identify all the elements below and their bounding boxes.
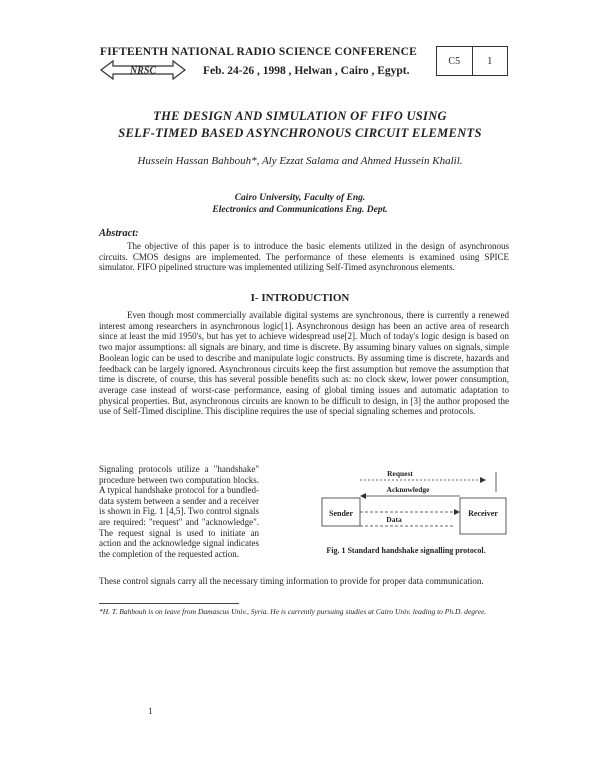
- data-label: Data: [386, 515, 402, 524]
- acknowledge-label: Acknowledge: [386, 485, 430, 494]
- page-marker: 1: [148, 706, 153, 716]
- logo-graphic: [99, 58, 187, 82]
- conference-title: FIFTEENTH NATIONAL RADIO SCIENCE CONFERENCE: [100, 46, 418, 58]
- abstract-text: The objective of this paper is to introduce the basic elements utilized in the design of asynchronous circuits. CMOS designs are implemented. The performance of these elements is examined using SPICE simulator. FIFO pipelined structure was implemented utilizing Self-Timed asynchronous elements.: [99, 241, 509, 273]
- request-arrow-icon: [480, 477, 486, 483]
- title-line-2: SELF-TIMED BASED ASYNCHRONOUS CIRCUIT ELEMENTS: [118, 126, 482, 140]
- affiliation-line-2: Electronics and Communications Eng. Dept.: [212, 205, 388, 215]
- authors: Hussein Hassan Bahbouh*, Aly Ezzat Salama and Ahmed Hussein Khalil.: [137, 155, 463, 167]
- page-number: 1: [472, 47, 508, 75]
- paper-code-box: [436, 46, 508, 76]
- affiliation: [60, 192, 540, 216]
- acknowledge-arrow-icon: [360, 493, 366, 499]
- sender-label: Sender: [329, 509, 353, 518]
- affiliation-line-1: Cairo University, Faculty of Eng.: [234, 193, 366, 203]
- paper-code: C5: [448, 55, 461, 67]
- intro-paragraph-1: Even though most commercially available digital systems are synchronous, there is currently a renewed interest among researchers in asynchronous logic[1]. Asynchronous design has been an active area of research since at least the mid 1950's, but has yet to achieve widespread use[2]. Much of today's logic design is based on two major assumptions: all signals are binary, and time is discrete. By assuming binary values on signals, simple Boolean logic can be used to describe and manipulate logic constructs. By assuming time is discrete, hazards and feedback can be largely ignored. Asynchronous circuits keep the first assumption but remove the assumption that time is discrete, of course, this has several possible benefits such as: no clock skew, lower power consumption, average case instead of worst-case performance, easing of global timing issues and automatic adaptation to physical properties. But, asynchronous circuits are known to be difficult to design, in [3] the author proposed the use of Self-Timed discipline. This discipline requires the use of special signaling schemes and protocols.: [99, 310, 509, 417]
- conference-date: Feb. 24-26 , 1998 , Helwan , Cairo , Egypt.: [203, 65, 410, 77]
- logo-text: NRSC: [129, 65, 157, 77]
- intro-paragraph-2: Signaling protocols utilize a "handshake" procedure between two computation blocks. A typical handshake protocol for a bundled-data system between a sender and a receiver is shown in Fig. 1 [4,5]. Two control signals are required: "request" and "acknowledge". The request signal is used to initiate an action and the acknowledge signal indicates the completion of the requested action.: [99, 464, 259, 559]
- receiver-label: Receiver: [468, 509, 498, 518]
- data-arrow-icon: [454, 509, 460, 515]
- footnote-divider: [99, 603, 239, 604]
- section-heading: I- INTRODUCTION: [250, 292, 350, 304]
- footnote: *H. T. Bahbouh is on leave from Damascus Univ., Syria. He is currently pursuing studies at Cairo Univ. leading to Ph.D. degree.: [99, 607, 487, 616]
- paper-title: [60, 108, 540, 142]
- conference-logo: [99, 58, 187, 82]
- request-label: Request: [387, 469, 413, 478]
- abstract-heading: Abstract:: [99, 228, 139, 239]
- figure-caption: Fig. 1 Standard handshake signalling protocol.: [326, 546, 486, 555]
- title-line-1: THE DESIGN AND SIMULATION OF FIFO USING: [153, 109, 447, 123]
- intro-paragraph-3: These control signals carry all the necessary timing information to provide for proper data communication.: [99, 576, 484, 586]
